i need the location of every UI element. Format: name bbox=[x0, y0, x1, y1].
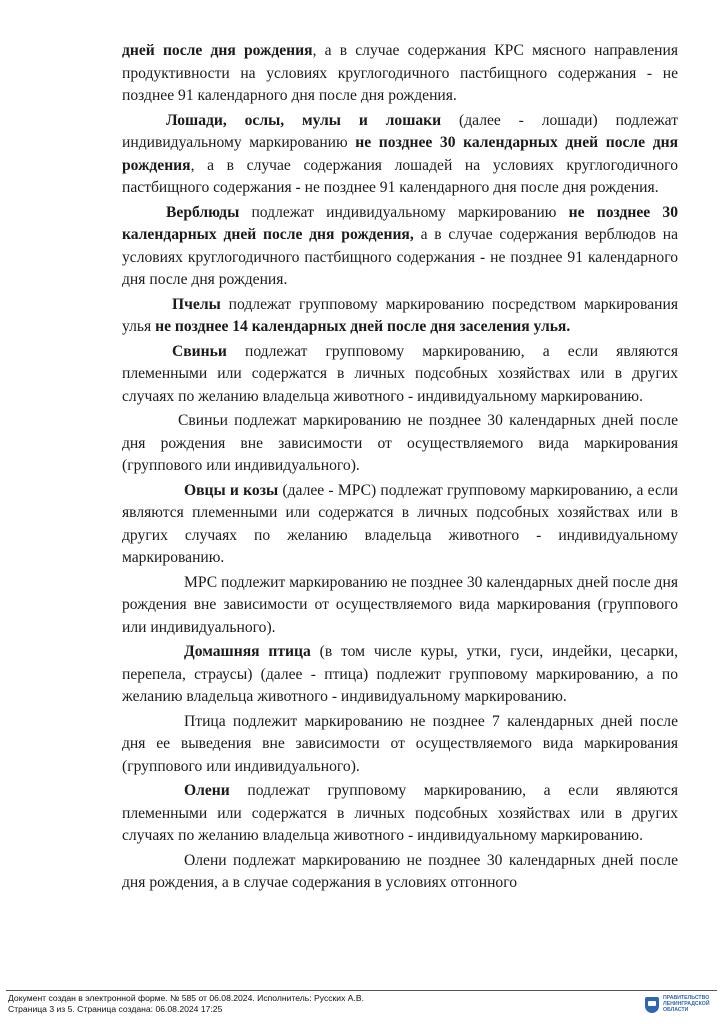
paragraph-cattle-continued bbox=[122, 40, 678, 108]
bold-text: Пчелы bbox=[172, 295, 221, 313]
paragraph-mrs-deadline bbox=[122, 572, 678, 640]
government-logo bbox=[645, 995, 717, 1021]
bold-text: Лошади, ослы, мулы и лошаки bbox=[166, 111, 442, 129]
bold-text: не позднее 30 календарных дней после дня рождения bbox=[122, 134, 679, 174]
bold-text: Олени bbox=[184, 782, 230, 799]
paragraph-text: Птица подлежит маркированию не позднее 7 календарных дней после дня ее выведения вне зависимости от осуществляемого вида маркирования (группового или индивидуального). bbox=[122, 712, 678, 775]
bold-text: не позднее 30 календарных дней после дня рождения, bbox=[122, 203, 679, 243]
paragraph-pigs bbox=[122, 341, 678, 409]
bold-text: Домашняя птица bbox=[184, 643, 311, 660]
paragraph-text: а в случае содержания верблюдов на условиях круглогодичного пастбищного содержания - не позднее 91 календарного дня после дня рождения. bbox=[122, 226, 678, 288]
paragraph-text: МРС подлежит маркированию не позднее 30 календарных дней после дня рождения вне зависимости от осуществляемого вида маркирования (группового или индивидуального). bbox=[122, 573, 678, 636]
coat-of-arms-icon bbox=[645, 997, 659, 1013]
paragraph-text: подлежат групповому маркированию посредством маркирования улья bbox=[122, 295, 678, 335]
paragraph-bees bbox=[122, 294, 678, 339]
paragraph-sheep-goats bbox=[122, 480, 678, 570]
document-footer bbox=[8, 993, 568, 1014]
bold-text: не позднее 14 календарных дней после дня заселения улья. bbox=[155, 318, 571, 335]
footer-divider bbox=[6, 990, 717, 991]
paragraph-reindeer-deadline bbox=[122, 850, 678, 895]
document-body bbox=[122, 40, 678, 895]
paragraph-poultry-deadline bbox=[122, 711, 678, 779]
logo-text: ПРАВИТЕЛЬСТВО ЛЕНИНГРАДСКОЙ ОБЛАСТИ bbox=[663, 995, 710, 1014]
paragraph-text: подлежат групповому маркированию, а если являются племенными или содержатся в личных подсобных хозяйствах или в других случаях по желанию владельца животного - индивидуальному маркированию. bbox=[122, 342, 678, 405]
bold-text: Свиньи bbox=[172, 342, 227, 360]
paragraph-text: (в том числе куры, утки, гуси, индейки, цесарки, перепела, страусы) (далее - птица) подлежит групповому маркированию, а по желанию владельца животного - индивидуальному маркированию. bbox=[122, 643, 678, 705]
paragraph-text: Свиньи подлежат маркированию не позднее 30 календарных дней после дня рождения вне зависимости от осуществляемого вида маркирования (группового или индивидуального). bbox=[122, 412, 678, 474]
paragraph-text: подлежат групповому маркированию, а если являются племенными или содержатся в личных подсобных хозяйствах или в других случаях по желанию владельца животного - индивидуальному маркированию. bbox=[122, 782, 678, 844]
bold-text: дней после дня рождения bbox=[122, 42, 313, 59]
paragraph-text: , а в случае содержания КРС мясного направления продуктивности на условиях круглогодичного пастбищного содержания - не позднее 91 календарного дня после дня рождения. bbox=[122, 42, 678, 104]
footer-page-info: Страница 3 из 5. Страница создана: 06.08.2024 17:25 bbox=[8, 1003, 223, 1014]
paragraph-camels bbox=[122, 202, 678, 292]
paragraph-text: подлежат индивидуальному маркированию bbox=[239, 203, 569, 221]
bold-text: Верблюды bbox=[166, 203, 240, 221]
paragraph-horses bbox=[122, 110, 678, 200]
paragraph-text: Олени подлежат маркированию не позднее 30 календарных дней после дня рождения, а в случае содержания в условиях отгонного bbox=[122, 851, 678, 891]
paragraph-text: (далее - лошади) подлежат индивидуальному маркированию bbox=[122, 111, 679, 151]
paragraph-poultry bbox=[122, 641, 678, 709]
paragraph-pigs-deadline bbox=[122, 410, 678, 478]
paragraph-text: (далее - МРС) подлежат групповому маркированию, а если являются племенными или содержатся в личных подсобных хозяйствах или в других случаях по желанию владельца животного - индивидуальному маркированию. bbox=[122, 481, 679, 566]
footer-document-info: Документ создан в электронной форме. № 585 от 06.08.2024. Исполнитель: Русских А.В. bbox=[8, 993, 365, 1003]
paragraph-reindeer bbox=[122, 780, 678, 848]
bold-text: Овцы и козы bbox=[184, 481, 279, 499]
paragraph-text: , а в случае содержания лошадей на условиях круглогодичного пастбищного содержания - не позднее 91 календарного дня после дня рождения. bbox=[122, 156, 678, 196]
